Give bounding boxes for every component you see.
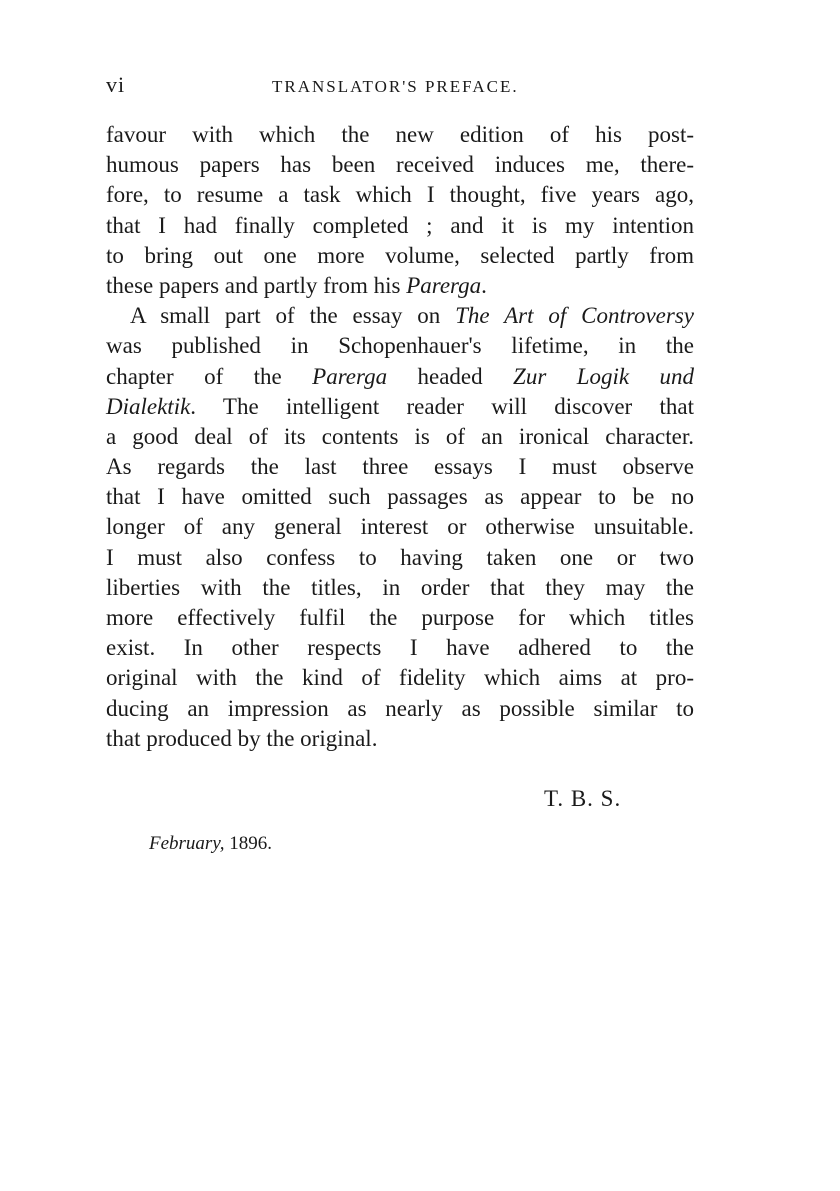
running-head: TRANSLATOR'S PREFACE.	[272, 77, 519, 96]
text-line	[106, 362, 694, 392]
text-run: these papers and partly from his	[106, 272, 407, 298]
text-line: original with the kind of fidelity which aims at pro-	[106, 665, 694, 691]
text-line: ducing an impression as nearly as possible similar to	[106, 695, 694, 721]
text-run: chapter of the	[106, 363, 313, 389]
text-line: that produced by the original.	[106, 725, 378, 751]
text-line	[106, 392, 694, 422]
text-run: .	[481, 272, 487, 298]
text-run: headed	[387, 363, 514, 389]
text-line: longer of any general interest or otherwise unsuitable.	[106, 514, 694, 540]
text-line: humous papers has been received induces me, there-	[106, 152, 694, 178]
text-line: more effectively fulfil the purpose for which titles	[106, 605, 694, 630]
text-line: a good deal of its contents is of an ironical character.	[106, 423, 694, 449]
page-number: vi	[106, 72, 126, 97]
text-line: was published in Schopenhauer's lifetime, in the	[106, 333, 694, 359]
text-run: . The intelligent reader will discover that	[190, 393, 694, 419]
italic-title: Zur Logik und	[513, 363, 694, 389]
italic-title: Parerga	[406, 272, 482, 298]
text-line: I must also confess to having taken one or two	[106, 544, 694, 570]
italic-title: Parerga	[312, 363, 388, 389]
text-line: that I had finally completed ; and it is my intention	[106, 212, 694, 238]
date-year: 1896.	[229, 833, 272, 854]
text-line: to bring out one more volume, selected partly from	[106, 242, 694, 268]
italic-title: Dialektik	[106, 393, 191, 419]
italic-title: The Art of Controversy	[455, 303, 694, 329]
text-line: As regards the last three essays I must observe	[106, 454, 694, 480]
text-line	[106, 271, 694, 301]
text-line: exist. In other respects I have adhered to the	[106, 635, 694, 661]
translator-signature: T. B. S.	[544, 786, 622, 811]
text-run: A small part of the essay on	[130, 303, 456, 329]
date-line	[149, 832, 272, 856]
text-line: liberties with the titles, in order that they may the	[106, 574, 694, 600]
date-month: February,	[149, 833, 225, 854]
text-line: that I have omitted such passages as appear to be no	[106, 484, 694, 510]
body-text	[106, 120, 694, 754]
text-line	[106, 301, 694, 331]
text-line: favour with which the new edition of his post-	[106, 122, 694, 147]
text-line: fore, to resume a task which I thought, five years ago,	[106, 182, 694, 208]
